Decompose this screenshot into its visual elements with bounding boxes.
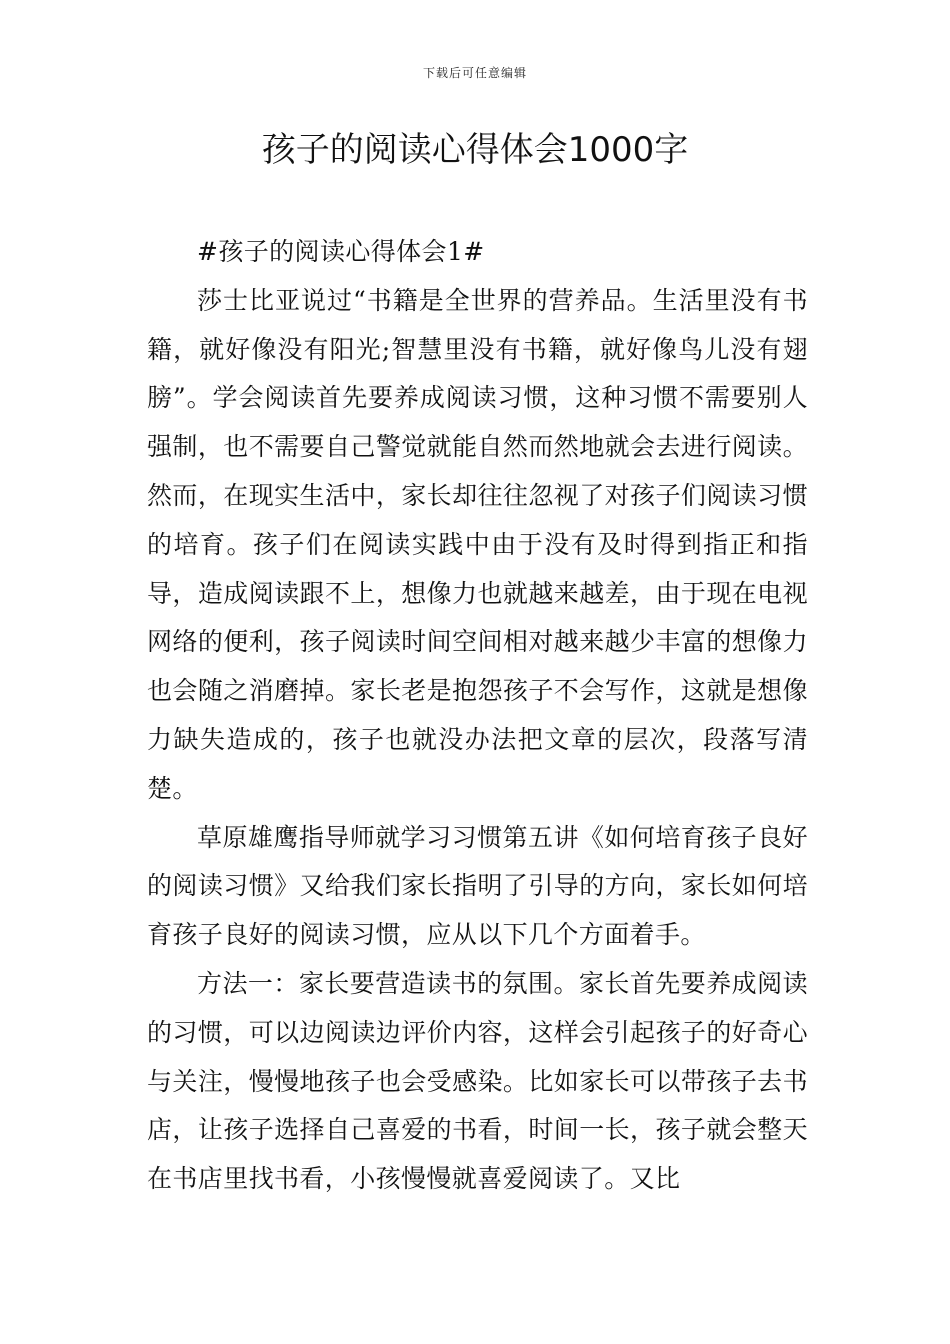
paragraph-2: 草原雄鹰指导师就学习习惯第五讲《如何培育孩子良好的阅读习惯》又给我们家长指明了引导的方向，家长如何培育孩子良好的阅读习惯，应从以下几个方面着手。 [147, 822, 808, 950]
paragraph-3: 方法一：家长要营造读书的氛围。家长首先要养成阅读的习惯，可以边阅读边评价内容，这样会引起孩子的好奇心与关注，慢慢地孩子也会受感染。比如家长可以带孩子去书店，让孩子选择自己喜爱的书看，时间一长，孩子就会整天在书店里找书看，小孩慢慢就喜爱阅读了。又比 [147, 968, 808, 1194]
document-title: 孩子的阅读心得体会1000字 [261, 130, 689, 170]
document-body [147, 228, 808, 1204]
section-heading: #孩子的阅读心得体会1# [197, 237, 485, 266]
paragraph-1: 莎士比亚说过“书籍是全世界的营养品。生活里没有书籍，就好像没有阳光;智慧里没有书籍，就好像鸟儿没有翅膀”。学会阅读首先要养成阅读习惯，这种习惯不需要别人强制，也不需要自己警觉就能自然而然地就会去进行阅读。然而，在现实生活中，家长却往往忽视了对孩子们阅读习惯的培育。孩子们在阅读实践中由于没有及时得到指正和指导，造成阅读跟不上，想像力也就越来越差，由于现在电视网络的便利，孩子阅读时间空间相对越来越少丰富的想像力也会随之消磨掉。家长老是抱怨孩子不会写作，这就是想像力缺失造成的，孩子也就没办法把文章的层次，段落写清楚。 [147, 285, 808, 803]
header-note: 下载后可任意编辑 [422, 66, 527, 80]
